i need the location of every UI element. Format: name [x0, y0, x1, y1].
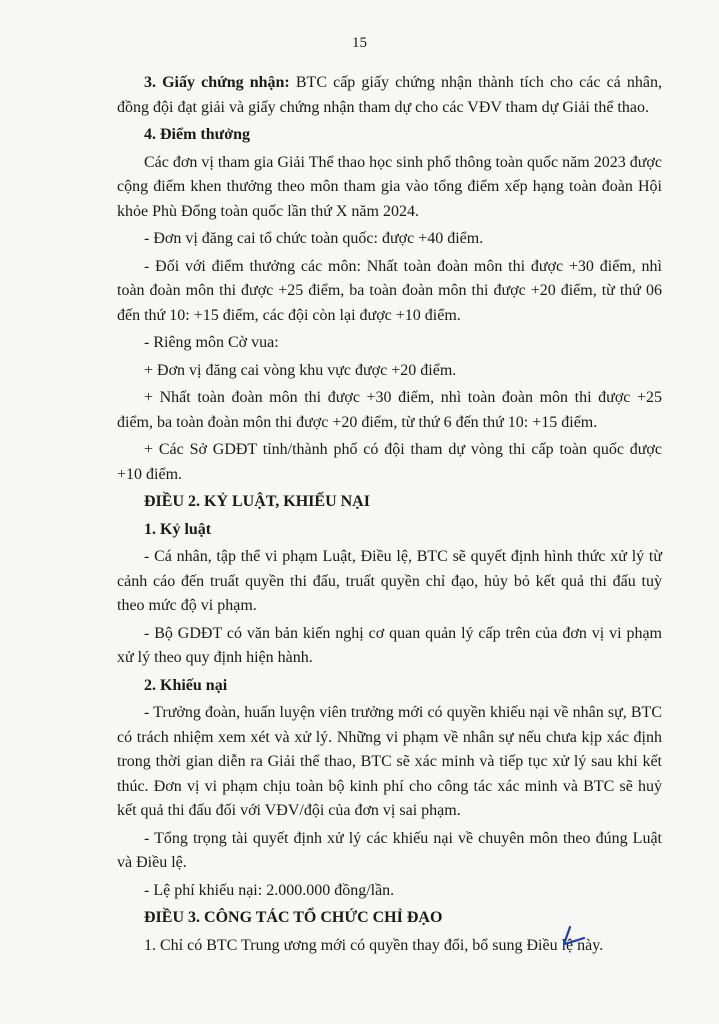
bonus-item: + Đơn vị đăng cai vòng khu vực được +20 điểm.	[144, 361, 457, 379]
page-number: 15	[352, 35, 367, 51]
certificate-paragraph	[117, 71, 662, 120]
discipline-heading: 1. Kỷ luật	[144, 520, 212, 538]
complaints-heading: 2. Khiếu nại	[144, 676, 228, 694]
initial-signature	[560, 925, 588, 947]
discipline-item: - Bộ GDĐT có văn bản kiến nghị cơ quan quản lý cấp trên của đơn vị vi phạm xử lý theo quy định hiện hành.	[117, 624, 662, 666]
discipline-item: - Cá nhân, tập thể vi phạm Luật, Điều lệ, BTC sẽ quyết định hình thức xử lý từ cảnh cáo đến truất quyền thi đấu, truất quyền chỉ đạo, hủy bỏ kết quả thi đấu tuỳ theo mức độ vi phạm.	[117, 548, 662, 614]
document-body	[117, 71, 662, 961]
bonus-item: + Các Sở GDĐT tỉnh/thành phố có đội tham dự vòng thi cấp toàn quốc được +10 điểm.	[117, 441, 662, 483]
bonus-item: - Riêng môn Cờ vua:	[144, 334, 279, 351]
certificate-label: 3. Giấy chứng nhận:	[144, 74, 290, 91]
certificate-text: BTC cấp giấy chứng nhận thành tích cho các cá nhân, đồng đội đạt giải và giấy chứng nhận tham dự cho các VĐV tham dự Giải thể thao.	[117, 74, 662, 116]
organization-item: 1. Chỉ có BTC Trung ương mới có quyền thay đổi, bổ sung Điều lệ này.	[144, 936, 604, 954]
article-3-title: ĐIỀU 3. CÔNG TÁC TỔ CHỨC CHỈ ĐẠO	[144, 909, 443, 926]
bonus-points-intro: Các đơn vị tham gia Giải Thể thao học sinh phổ thông toàn quốc năm 2023 được cộng điểm khen thưởng theo môn tham gia vào tổng điểm xếp hạng toàn đoàn Hội khỏe Phù Đổng toàn quốc lần thứ X năm 2024.	[117, 153, 662, 220]
complaint-item: - Tổng trọng tài quyết định xử lý các khiếu nại về chuyên môn theo đúng Luật và Điều lệ.	[117, 829, 662, 871]
bonus-item: - Đối với điểm thưởng các môn: Nhất toàn đoàn môn thi được +30 điểm, nhì toàn đoàn môn thi được +25 điểm, ba toàn đoàn môn thi được +20 điểm, từ thứ 06 đến thứ 10: +15 điểm, các đội còn lại được +10 điểm.	[117, 257, 662, 324]
bonus-item: + Nhất toàn đoàn môn thi được +30 điểm, nhì toàn đoàn môn thi được +25 điểm, ba toàn đoàn môn thi được +20 điểm, từ thứ 6 đến thứ 10: +15 điểm.	[117, 389, 662, 431]
article-2-title: ĐIỀU 2. KỶ LUẬT, KHIẾU NẠI	[144, 493, 370, 510]
complaint-item: - Lệ phí khiếu nại: 2.000.000 đồng/lần.	[144, 881, 395, 899]
bonus-item: - Đơn vị đăng cai tổ chức toàn quốc: được +40 điểm.	[144, 230, 484, 247]
complaint-item: - Trưởng đoàn, huấn luyện viên trưởng mới có quyền khiếu nại về nhân sự, BTC có trách nhiệm xem xét và xử lý. Những vi phạm về nhân sự nếu chưa kịp xác định trong thời gian diễn ra Giải thể thao, BTC sẽ xác minh và tiếp tục xử lý sau khi kết thúc. Đơn vị vi phạm chịu toàn bộ kinh phí cho công tác xác minh và BTC sẽ huỷ kết quả thi đấu đối với VĐV/đội của đơn vị sai phạm.	[117, 704, 662, 819]
bonus-points-heading: 4. Điểm thưởng	[144, 126, 251, 143]
